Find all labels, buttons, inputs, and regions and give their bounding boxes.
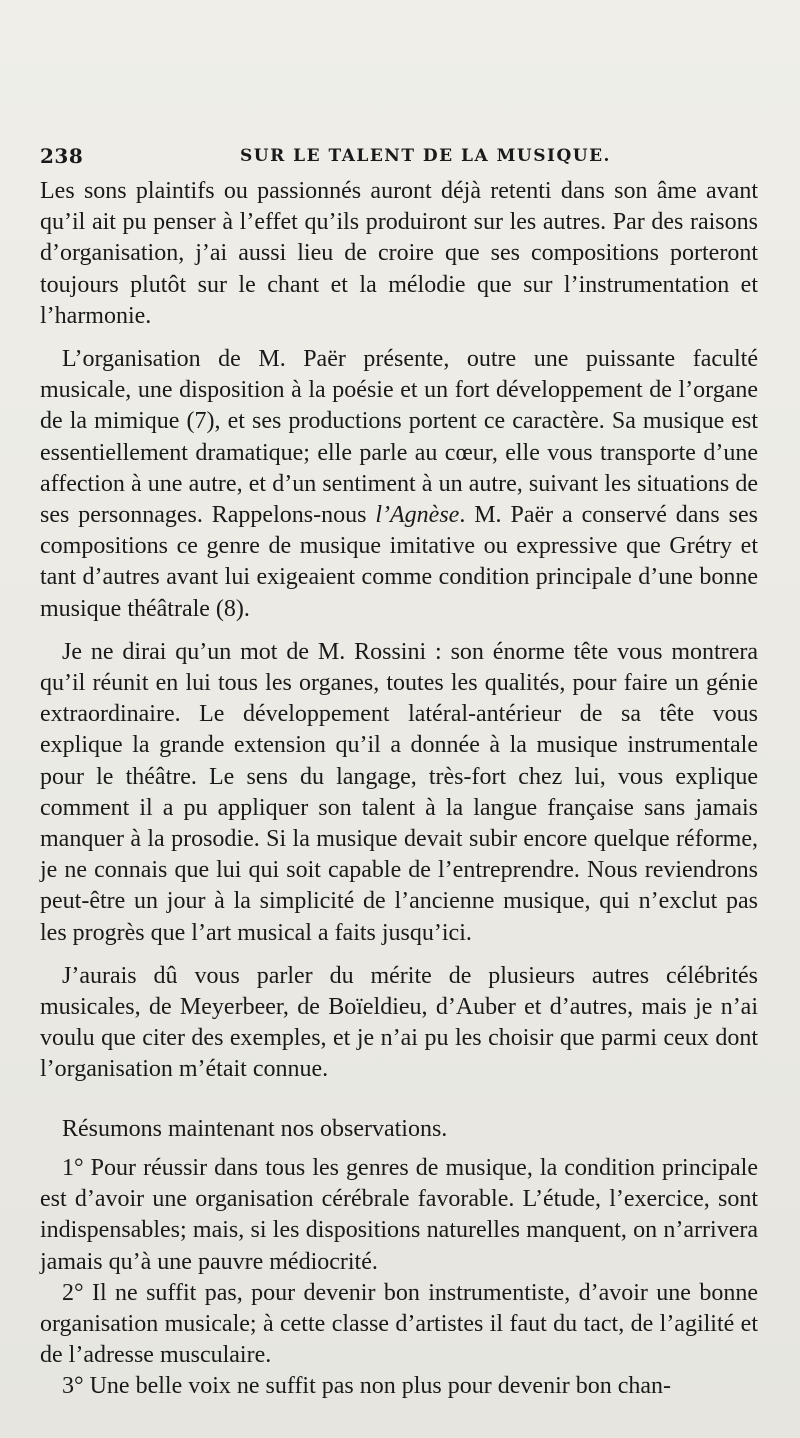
summary-heading: Résumons maintenant nos observations.: [62, 1115, 448, 1142]
work-title: l’Agnèse: [375, 502, 460, 529]
paragraph-1: Les sons plaintifs ou passionnés auront déjà retenti dans son âme avant qu’il ait pu penser à l’effet qu’ils produiront sur les autres. Par des raisons d’organisation, j’ai aussi lieu de croire que ses compositions porteront toujours plutôt sur le chant et la mélodie que sur l’instrumentation et l’harmonie.: [40, 178, 758, 329]
point-1: 1° Pour réussir dans tous les genres de musique, la condition principale est d’avoir une organisation cérébrale favorable. L’étude, l’exercice, sont indispensables; mais, si les dispositions naturelles manquent, on n’arrivera jamais qu’à une pauvre médiocrité.: [40, 1154, 758, 1275]
running-head: SUR LE TALENT DE LA MUSIQUE.: [240, 146, 611, 166]
body-text: [40, 176, 758, 1403]
page-header: [40, 144, 760, 172]
paragraph-4: J’aurais dû vous parler du mérite de plusieurs autres célébrités musicales, de Meyerbeer, de Boïeldieu, d’Auber et d’autres, mais je n’ai voulu que citer des exemples, et je n’ai pu les choisir que parmi ceux dont l’organisation m’était connue.: [40, 962, 758, 1083]
paragraph-2: L’organisation de M. Paër présente, outre une puissante faculté musicale, une disposition à la poésie et un fort développement de l’organe de la mimique (7), et ses productions portent ce caractère. Sa musique est essentiellement dramatique; elle parle au cœur, elle vous transporte d’une affection à une autre, et d’un sentiment à un autre, suivant les situations de ses personnages. Rappelons-nous l’Agnèse. M. Paër a conservé dans ses compositions ce genre de musique imitative ou expressive que Grétry et tant d’autres avant lui exigeaient comme condition principale d’une bonne musique théâtrale (8).: [40, 346, 758, 622]
paragraph-3: Je ne dirai qu’un mot de M. Rossini : son énorme tête vous montrera qu’il réunit en lui tous les organes, toutes les qualités, pour faire un génie extraordinaire. Le développement latéral-antérieur de sa tête vous explique la grande extension qu’il a donnée à la musique instrumentale pour le théâtre. Le sens du langage, très-fort chez lui, vous explique comment il a pu appliquer son talent à la langue française sans jamais manquer à la prosodie. Si la musique devait subir encore quelque réforme, je ne connais que lui qui soit capable de l’entreprendre. Nous reviendrons peut-être un jour à la simplicité de l’ancienne musique, qui n’exclut pas les progrès que l’art musical a faits jusqu’ici.: [40, 638, 758, 946]
point-2: 2° Il ne suffit pas, pour devenir bon instrumentiste, d’avoir une bonne organisation musicale; à cette classe d’artistes il faut du tact, de l’agilité et de l’adresse musculaire.: [40, 1279, 758, 1369]
point-3: 3° Une belle voix ne suffit pas non plus pour devenir bon chan-: [62, 1373, 672, 1400]
page-number: 238: [40, 144, 84, 168]
